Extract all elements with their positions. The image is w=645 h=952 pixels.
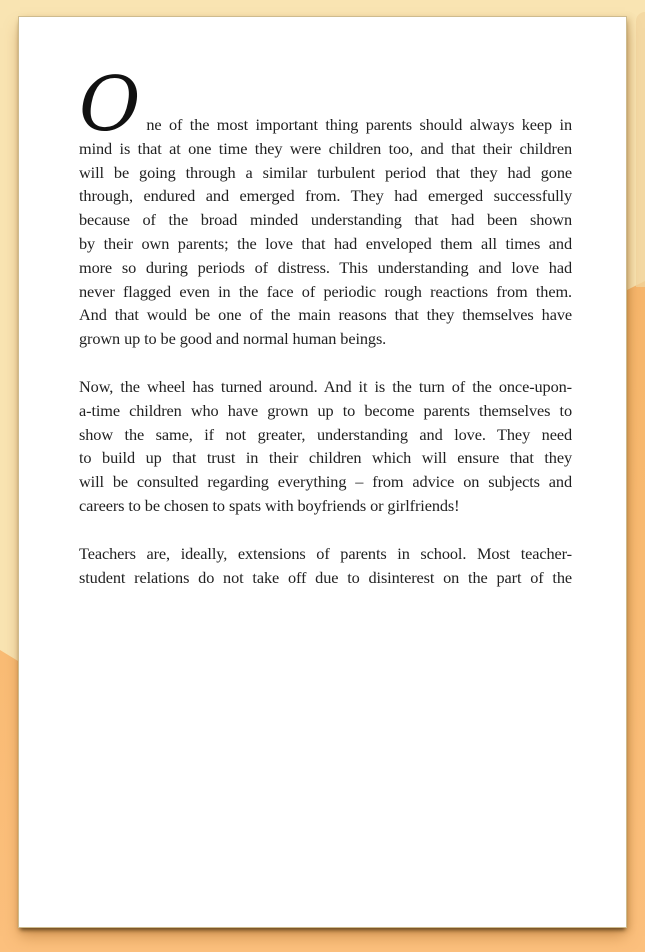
text-line-content: ne of the most important thing parents should always keep in (146, 115, 572, 134)
text-line: to build up that trust in their children which will ensure that they (79, 448, 572, 468)
text-line: Teachers are, ideally, extensions of parents in school. Most teacher- (79, 543, 572, 563)
text-line: a-time children who have grown up to become parents themselves to (79, 400, 572, 420)
text-line: will be going through a similar turbulent period that they had gone (79, 162, 572, 182)
text-line: student relations do not take off due to disinterest on the part of the (79, 567, 572, 587)
paragraph (79, 60, 572, 351)
page-edge-accent (636, 12, 645, 287)
text-line: more so during periods of distress. This understanding and love had (79, 257, 572, 277)
page-sheet (18, 16, 627, 928)
text-line: And that would be one of the main reasons that they themselves have (79, 305, 572, 325)
text-line: grown up to be good and normal human beings. (79, 329, 387, 349)
drop-cap: O (79, 60, 141, 148)
text-line: because of the broad minded understanding that had been shown (79, 210, 572, 230)
text-line: by their own parents; the love that had enveloped them all times and (79, 233, 572, 253)
paragraph (79, 375, 572, 518)
page-text-block (19, 17, 626, 589)
text-line: will be consulted regarding everything – from advice on subjects and (79, 472, 572, 492)
text-line: mind is that at one time they were children too, and that their children (79, 138, 572, 158)
text-line: never flagged even in the face of periodic rough reactions from them. (79, 281, 572, 301)
text-line: through, endured and emerged from. They had emerged successfully (79, 186, 572, 206)
text-line: Now, the wheel has turned around. And it is the turn of the once-upon- (79, 376, 572, 396)
text-line: show the same, if not greater, understanding and love. They need (79, 424, 572, 444)
paragraph (79, 542, 572, 590)
text-line: careers to be chosen to spats with boyfriends or girlfriends! (79, 495, 460, 515)
